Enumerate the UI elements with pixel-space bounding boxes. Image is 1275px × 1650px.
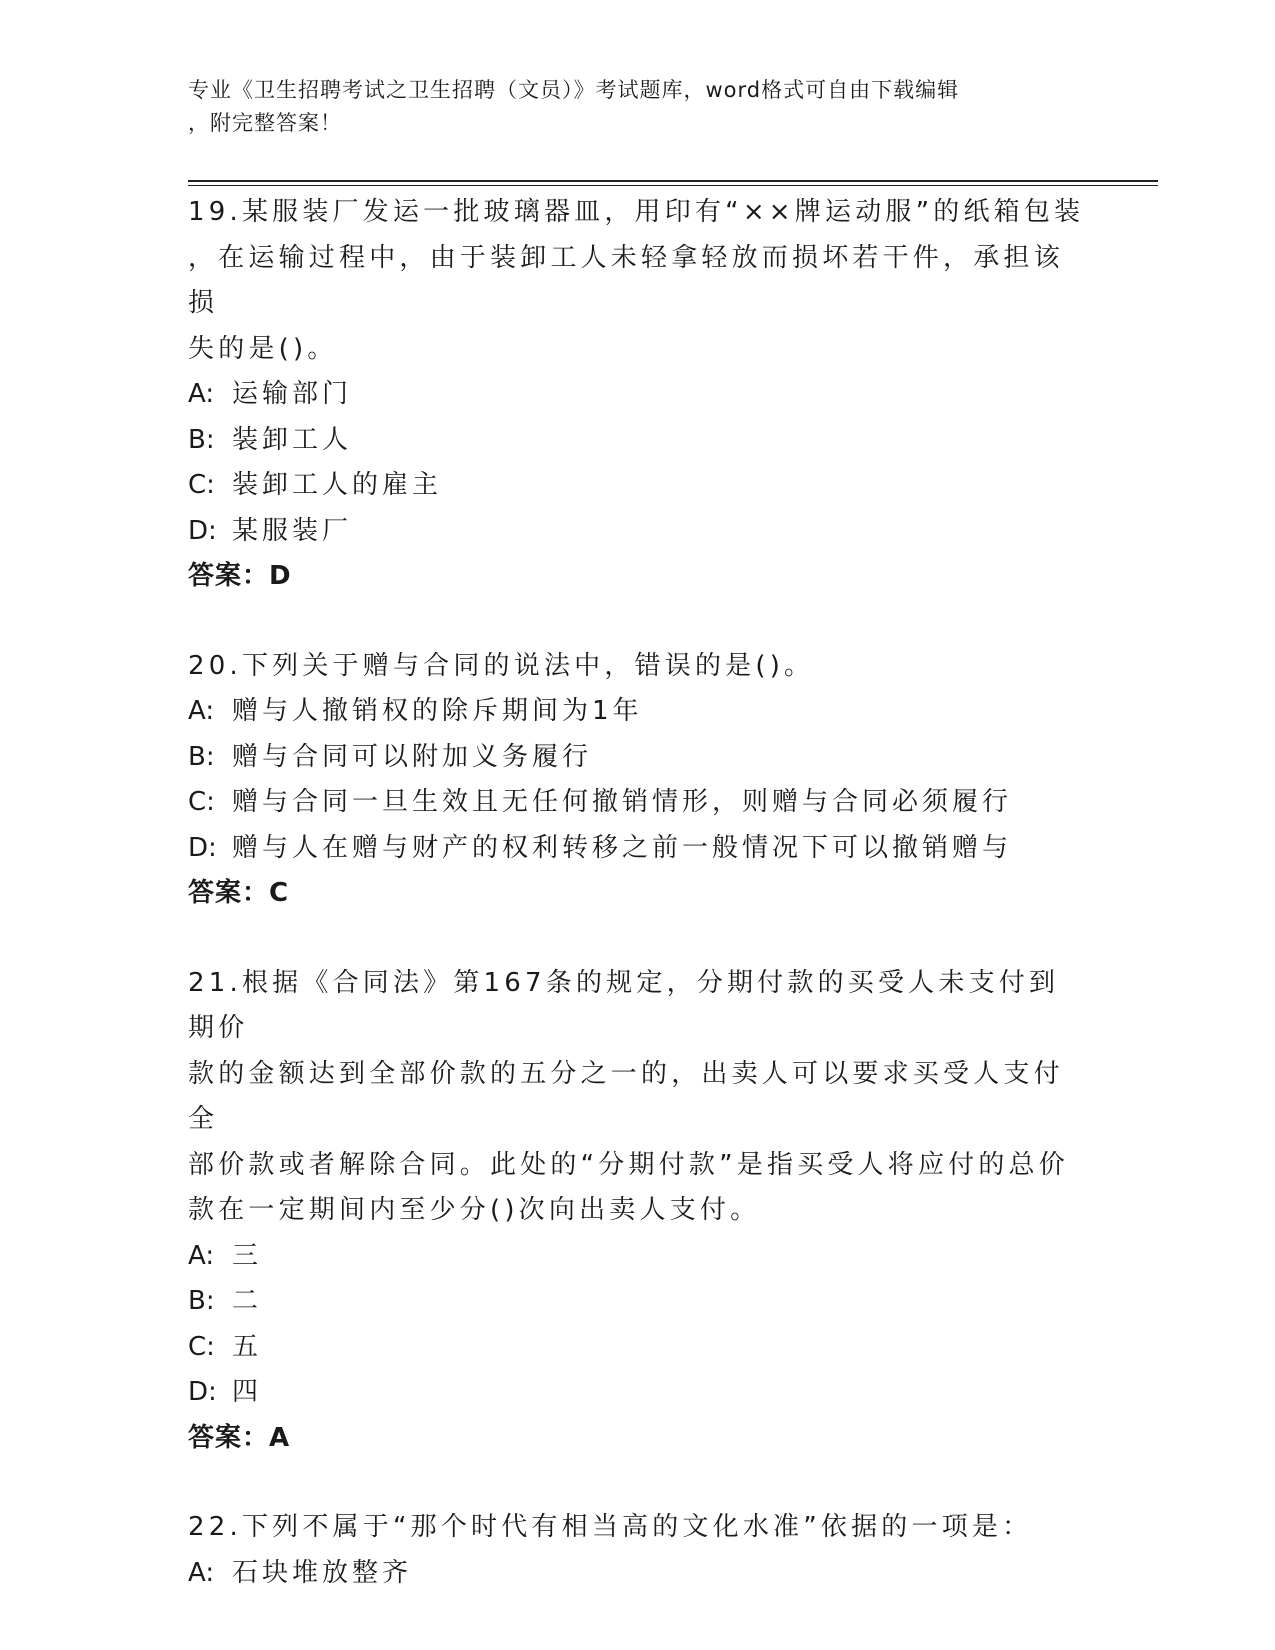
document-header: [188, 74, 1088, 140]
question-19: [188, 190, 1088, 600]
option-text: 赠与合同可以附加义务履行: [232, 741, 593, 772]
option-b: [188, 1279, 1088, 1325]
header-line-2: ，附完整答案！: [188, 111, 342, 135]
option-letter: A:: [188, 1240, 215, 1271]
option-d: [188, 826, 1088, 872]
option-letter: B:: [188, 424, 215, 455]
option-c: [188, 463, 1088, 509]
header-line-1: 专业《卫生招聘考试之卫生招聘（文员）》考试题库，word格式可自由下载编辑: [188, 78, 960, 102]
option-letter: A:: [188, 696, 215, 726]
question-stem-line: 22.下列不属于“那个时代有相当高的文化水准”依据的一项是：: [188, 1512, 1033, 1542]
option-letter: B:: [188, 1286, 215, 1316]
option-text: 二: [232, 1286, 263, 1316]
option-text: 四: [232, 1377, 263, 1407]
option-letter: C:: [188, 1331, 215, 1362]
option-b: [188, 418, 1088, 464]
question-20: [188, 644, 1088, 917]
option-a: [188, 689, 1088, 735]
question-stem-line: 20.下列关于赠与合同的说法中，错误的是()。: [188, 650, 815, 681]
option-a: [188, 1234, 1088, 1280]
option-c: [188, 780, 1088, 826]
option-text: 赠与合同一旦生效且无任何撤销情形，则赠与合同必须履行: [232, 787, 1013, 817]
option-letter: D:: [188, 832, 217, 863]
option-text: 运输部门: [232, 379, 353, 409]
question-stem-line: 19.某服装厂发运一批玻璃器皿，用印有“××牌运动服”的纸箱包装: [188, 197, 1085, 227]
option-text: 三: [232, 1240, 263, 1271]
answer-label: 答案：D: [188, 561, 292, 591]
option-letter: D:: [188, 1377, 217, 1407]
option-c: [188, 1325, 1088, 1371]
question-list: [188, 190, 1088, 1640]
option-d: [188, 509, 1088, 555]
option-text: 石块堆放整齐: [232, 1557, 413, 1588]
answer-label: 答案：C: [188, 878, 290, 908]
option-text: 五: [232, 1331, 263, 1362]
question-stem-line: 款在一定期间内至少分()次向出卖人支付。: [188, 1195, 761, 1225]
question-stem-line: 21.根据《合同法》第167条的规定，分期付款的买受人未支付到期价: [188, 967, 1060, 1043]
option-text: 装卸工人的雇主: [232, 470, 443, 500]
option-a: [188, 372, 1088, 418]
question-22: [188, 1505, 1088, 1596]
answer-label: 答案：A: [188, 1422, 291, 1453]
option-text: 某服装厂: [232, 515, 353, 546]
option-letter: A:: [188, 379, 215, 409]
option-letter: D:: [188, 515, 217, 546]
option-a: [188, 1551, 1088, 1597]
option-letter: C:: [188, 787, 215, 817]
option-d: [188, 1370, 1088, 1416]
header-divider-thin: [188, 185, 1158, 186]
option-text: 赠与人在赠与财产的权利转移之前一般情况下可以撤销赠与: [232, 832, 1013, 863]
question-stem-line: 部价款或者解除合同。此处的“分期付款”是指买受人将应付的总价: [188, 1149, 1069, 1180]
option-letter: B:: [188, 741, 215, 772]
option-letter: A:: [188, 1557, 215, 1588]
option-text: 装卸工人: [232, 424, 353, 455]
question-stem-line: 失的是()。: [188, 333, 338, 364]
question-stem-line: 款的金额达到全部价款的五分之一的，出卖人可以要求买受人支付全: [188, 1058, 1064, 1134]
header-divider-thick: [188, 180, 1158, 182]
option-text: 赠与人撤销权的除斥期间为1年: [232, 696, 643, 726]
option-letter: C:: [188, 470, 215, 500]
option-b: [188, 735, 1088, 781]
question-21: [188, 961, 1088, 1462]
question-stem-line: ，在运输过程中，由于装卸工人未轻拿轻放而损坏若干件，承担该损: [188, 242, 1064, 318]
